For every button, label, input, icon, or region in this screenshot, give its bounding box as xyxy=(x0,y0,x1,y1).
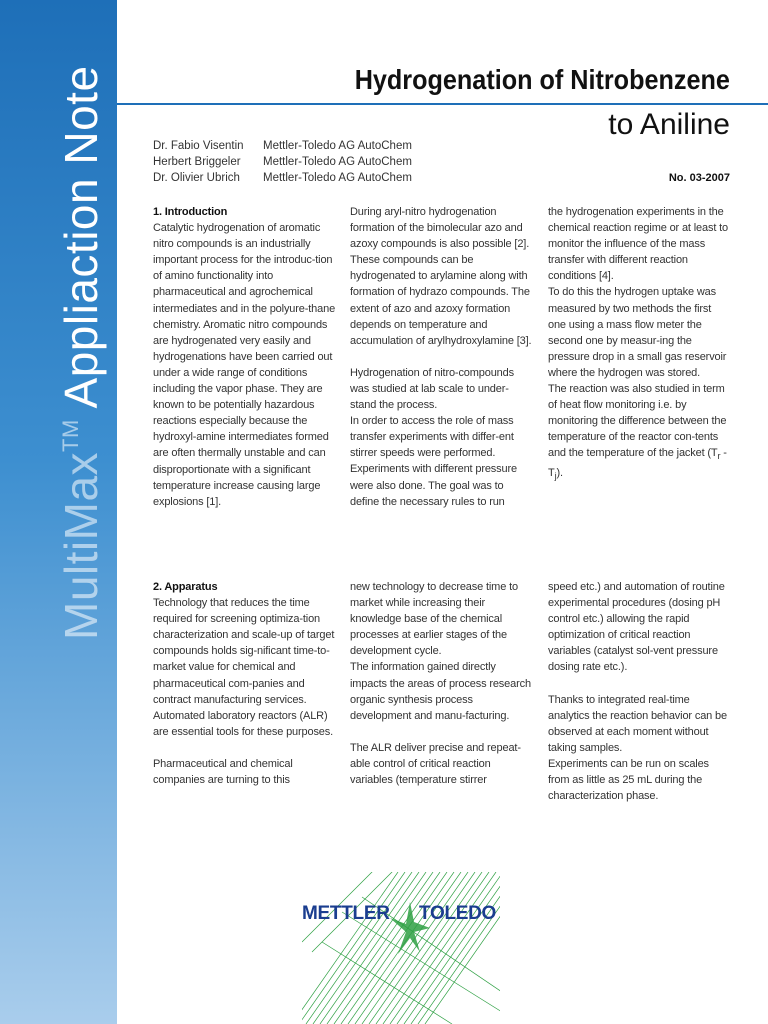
title-divider xyxy=(117,103,768,105)
author-row xyxy=(153,154,412,170)
paragraph: the hydrogenation experiments in the chemical reaction regime or at least to monitor the influence of the mass transfer with different reaction conditions [4]. xyxy=(548,206,729,283)
paragraph: new technology to decrease time to market while increasing their knowledge base of the chemical processes at earlier stages of the development cycle. xyxy=(350,581,518,658)
page-subtitle: to Aniline xyxy=(608,108,730,141)
section2-column-1 xyxy=(153,579,336,788)
section1-column-2 xyxy=(350,204,533,510)
paragraph: In order to access the role of mass transfer experiments with differ-ent stirrer speeds were performed. Experiments with different pressure were also done. The goal was to define the necessary rules to run xyxy=(350,415,517,508)
paragraph: speed etc.) and automation of routine experimental procedures (dosing pH control etc.) allowing the rapid optimization of critical reaction variables (catalyst sol-vent pressure dosing rate etc.). xyxy=(548,581,725,674)
paragraph: Thanks to integrated real-time analytics the reaction behavior can be observed at each moment without taking samples. xyxy=(548,693,727,754)
paragraph: Technology that reduces the time required for screening optimiza-tion characterization and scale-up of target compounds holds sig-nificant time-to-market value for chemical and pharmaceutical com-panies and contract manufacturing services. Automated laboratory reactors (ALR) are essential tools for these purposes. xyxy=(153,597,335,738)
sidebar-band xyxy=(0,0,117,1024)
paragraph: Experiments can be run on scales from as little as 25 mL during the characterization phase. xyxy=(548,757,709,803)
section2-heading: 2. Apparatus xyxy=(153,581,218,593)
paragraph: To do this the hydrogen uptake was measured by two methods the first one using a mass flow meter the second one by measur-ing the pressure drop in a small gas reservoir where the hydrogen was stored. xyxy=(548,286,727,379)
sidebar-vertical-title xyxy=(55,65,107,640)
section1-heading: 1. Introduction xyxy=(153,206,228,218)
paragraph: The reaction was also studied in term of heat flow monitoring i.e. by monitoring the difference between the temperature of the reactor con-tents and the temperature of the jacket ($T_r$ $-T_j$). xyxy=(548,383,727,481)
author-name: Dr. Fabio Visentin xyxy=(153,140,244,152)
paragraph: Hydrogenation of nitro-compounds was studied at lab scale to under-stand the process. xyxy=(350,366,514,412)
author-affiliation: Mettler-Toledo AG AutoChem xyxy=(263,156,412,168)
paragraph: The ALR deliver precise and repeat-able control of critical reaction variables (temperature stirrer xyxy=(350,741,521,787)
page-title: Hydrogenation of Nitrobenzene xyxy=(354,64,730,95)
paragraph: Pharmaceutical and chemical companies are turning to this xyxy=(153,757,293,787)
author-affiliation: Mettler-Toledo AG AutoChem xyxy=(263,140,412,152)
author-row xyxy=(153,138,412,154)
sidebar-brand: MultiMax xyxy=(55,451,107,640)
mettler-toledo-logo-graphic xyxy=(302,872,500,1024)
section1-column-3 xyxy=(548,204,731,484)
sidebar-label: Appliaction Note xyxy=(55,65,107,420)
author-row xyxy=(153,170,412,186)
paragraph: Catalytic hydrogenation of aromatic nitro compounds is an industrially important process for the introduc-tion of amino functionality into pharmaceutical and agrochemical intermediates and in the polyure-thane chemistry. Aromatic nitro compounds are hydrogenated very easily and hydrogenations have been carried out under a wide range of conditions including the vapor phase. They are known to be potentially hazardous reactions especially because the hydroxyl-amine intermediates formed are often thermally unstable and can disproportionate with a significant temperature increase causing large explosions [1]. xyxy=(153,222,336,508)
section2-column-2 xyxy=(350,579,533,788)
author-affiliation: Mettler-Toledo AG AutoChem xyxy=(263,172,412,184)
section1-column-1 xyxy=(153,204,336,510)
paragraph: During aryl-nitro hydrogenation formation of the bimolecular azo and azoxy compounds is also possible [2]. These compounds can be hydrogenated to arylamine along with formation of hydrazo compounds. The extent of azo and azoxy formation depends on temperature and accumulation of arylhydroxylamine [3]. xyxy=(350,206,532,347)
document-number: No. 03-2007 xyxy=(668,172,730,184)
logo-word-toledo: TOLEDO xyxy=(419,903,497,924)
trademark-mark: TM xyxy=(58,419,83,452)
author-name: Herbert Briggeler xyxy=(153,156,241,168)
mettler-toledo-logo-text xyxy=(302,903,498,925)
logo-word-mettler: METTLER xyxy=(302,903,390,924)
author-name: Dr. Olivier Ubrich xyxy=(153,172,240,184)
author-list xyxy=(153,138,412,186)
section2-column-3 xyxy=(548,579,731,804)
paragraph: The information gained directly impacts the areas of process research organic synthesis process development and manu-facturing. xyxy=(350,661,531,722)
